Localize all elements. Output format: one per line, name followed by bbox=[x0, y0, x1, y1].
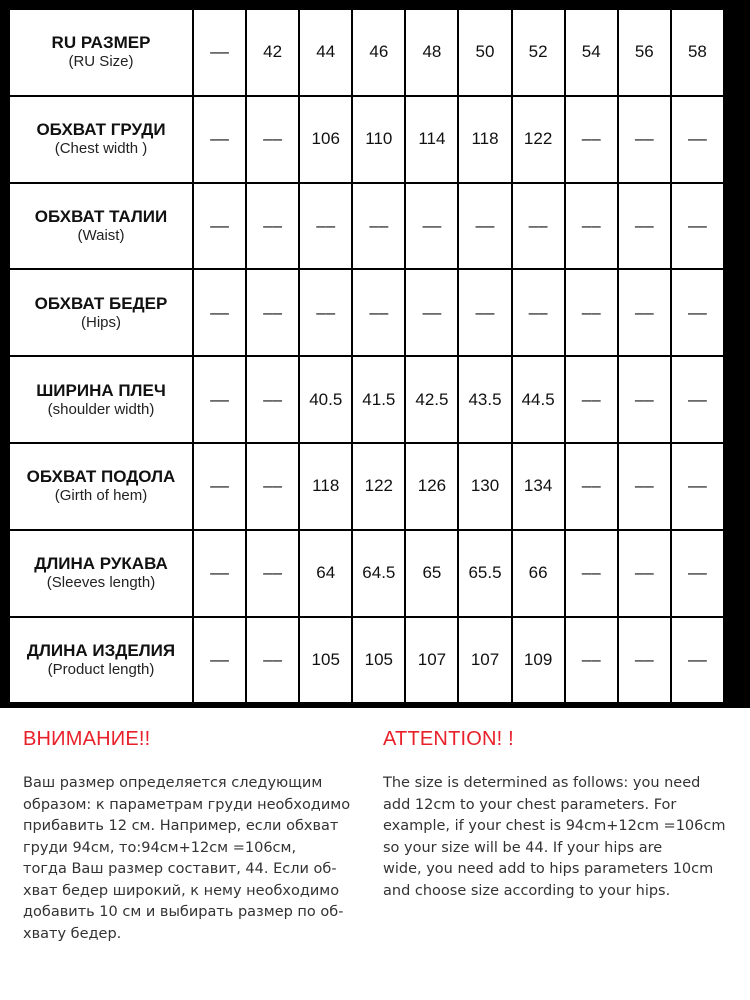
row-header bbox=[9, 269, 193, 356]
table-cell: 64.5 bbox=[352, 530, 405, 617]
row-sublabel: (Product length) bbox=[47, 660, 155, 678]
table-cell: –– bbox=[246, 183, 299, 270]
table-cell: 58 bbox=[671, 9, 724, 96]
table-cell: –– bbox=[193, 356, 246, 443]
table-cell: 65.5 bbox=[458, 530, 511, 617]
table-cell: –– bbox=[618, 530, 671, 617]
table-cell: 56 bbox=[618, 9, 671, 96]
note-line: добавить 10 см и выбирать размер по об- bbox=[23, 904, 344, 920]
table-cell: 105 bbox=[299, 617, 352, 704]
table-cell: –– bbox=[618, 96, 671, 183]
table-row bbox=[9, 9, 724, 96]
size-chart-body bbox=[9, 9, 724, 703]
table-cell: –– bbox=[671, 183, 724, 270]
table-cell: 54 bbox=[565, 9, 618, 96]
table-cell: –– bbox=[671, 530, 724, 617]
table-cell: –– bbox=[618, 183, 671, 270]
row-sublabel: (shoulder width) bbox=[47, 400, 155, 418]
table-cell: 50 bbox=[458, 9, 511, 96]
note-line: example, if your chest is 94cm+12cm =106cm bbox=[383, 818, 726, 834]
table-cell: 46 bbox=[352, 9, 405, 96]
table-row bbox=[9, 356, 724, 443]
table-cell: 109 bbox=[512, 617, 565, 704]
note-line: add 12cm to your chest parameters. For bbox=[383, 796, 677, 813]
note-line: образом: к параметрам груди необходимо bbox=[23, 796, 351, 813]
table-cell: 65 bbox=[405, 530, 458, 617]
table-cell: 43.5 bbox=[458, 356, 511, 443]
table-cell: –– bbox=[565, 96, 618, 183]
table-cell: 105 bbox=[352, 617, 405, 704]
table-cell: 44.5 bbox=[512, 356, 565, 443]
note-line: wide, you need add to hips parameters 10cm bbox=[383, 861, 714, 877]
table-row bbox=[9, 530, 724, 617]
table-cell: 130 bbox=[458, 443, 511, 530]
table-cell: –– bbox=[565, 617, 618, 704]
note-text-en bbox=[383, 773, 733, 902]
table-cell: 134 bbox=[512, 443, 565, 530]
table-cell: 110 bbox=[352, 96, 405, 183]
table-cell: –– bbox=[246, 269, 299, 356]
table-cell: 107 bbox=[405, 617, 458, 704]
note-line: прибавить 12 см. Например, если обхват bbox=[23, 818, 339, 834]
row-sublabel: (Girth of hem) bbox=[54, 487, 148, 505]
table-cell: –– bbox=[405, 183, 458, 270]
row-label: ШИРИНА ПЛЕЧ bbox=[36, 380, 166, 400]
table-cell: 107 bbox=[458, 617, 511, 704]
table-cell: –– bbox=[671, 269, 724, 356]
table-cell: –– bbox=[299, 269, 352, 356]
row-label: ОБХВАТ ПОДОЛА bbox=[26, 467, 176, 487]
table-cell: –– bbox=[565, 356, 618, 443]
note-line: хват бедер широкий, к нему необходимо bbox=[23, 882, 340, 899]
table-cell: –– bbox=[193, 9, 246, 96]
table-cell: –– bbox=[352, 269, 405, 356]
table-cell: –– bbox=[352, 183, 405, 270]
table-row bbox=[9, 443, 724, 530]
note-line: and choose size according to your hips. bbox=[383, 882, 671, 899]
table-cell: 114 bbox=[405, 96, 458, 183]
table-cell: 48 bbox=[405, 9, 458, 96]
table-cell: –– bbox=[618, 269, 671, 356]
row-sublabel: (Hips) bbox=[81, 313, 121, 331]
row-header bbox=[9, 9, 193, 96]
table-cell: –– bbox=[671, 356, 724, 443]
table-cell: –– bbox=[246, 617, 299, 704]
table-cell: –– bbox=[671, 617, 724, 704]
table-cell: 42 bbox=[246, 9, 299, 96]
table-cell: –– bbox=[246, 443, 299, 530]
note-russian bbox=[23, 728, 368, 945]
table-cell: –– bbox=[618, 443, 671, 530]
row-header bbox=[9, 96, 193, 183]
table-cell: 122 bbox=[512, 96, 565, 183]
row-label: ДЛИНА ИЗДЕЛИЯ bbox=[26, 640, 176, 660]
note-line: Ваш размер определяется следующим bbox=[23, 775, 323, 791]
table-row bbox=[9, 269, 724, 356]
table-cell: –– bbox=[193, 530, 246, 617]
table-cell: –– bbox=[246, 356, 299, 443]
row-header bbox=[9, 617, 193, 704]
table-cell: –– bbox=[193, 96, 246, 183]
row-header bbox=[9, 443, 193, 530]
table-cell: –– bbox=[512, 269, 565, 356]
table-cell: –– bbox=[512, 183, 565, 270]
table-cell: 118 bbox=[458, 96, 511, 183]
table-cell: 44 bbox=[299, 9, 352, 96]
note-line: хвату бедер. bbox=[23, 925, 122, 942]
table-row bbox=[9, 96, 724, 183]
note-english bbox=[383, 728, 733, 902]
table-cell: 40.5 bbox=[299, 356, 352, 443]
table-cell: –– bbox=[405, 269, 458, 356]
table-cell: 106 bbox=[299, 96, 352, 183]
note-line: груди 94см, то:94см+12см =106см, bbox=[23, 839, 297, 856]
size-chart-table bbox=[8, 8, 725, 704]
table-cell: –– bbox=[193, 269, 246, 356]
table-cell: –– bbox=[193, 443, 246, 530]
row-header bbox=[9, 530, 193, 617]
table-cell: 41.5 bbox=[352, 356, 405, 443]
note-line: so your size will be 44. If your hips are bbox=[383, 839, 663, 856]
note-line: тогда Ваш размер составит, 44. Если об- bbox=[23, 861, 337, 877]
row-label: ОБХВАТ ГРУДИ bbox=[36, 120, 166, 140]
table-cell: –– bbox=[193, 617, 246, 704]
table-cell: –– bbox=[299, 183, 352, 270]
table-cell: –– bbox=[671, 96, 724, 183]
table-cell: –– bbox=[565, 530, 618, 617]
table-row bbox=[9, 183, 724, 270]
table-cell: 52 bbox=[512, 9, 565, 96]
table-cell: –– bbox=[671, 443, 724, 530]
table-cell: 66 bbox=[512, 530, 565, 617]
row-sublabel: (Waist) bbox=[77, 226, 125, 244]
table-cell: 126 bbox=[405, 443, 458, 530]
table-cell: –– bbox=[193, 183, 246, 270]
table-cell: –– bbox=[618, 617, 671, 704]
row-header bbox=[9, 356, 193, 443]
note-title-ru: ВНИМАНИЕ!! bbox=[23, 728, 151, 750]
table-cell: 122 bbox=[352, 443, 405, 530]
table-cell: –– bbox=[458, 269, 511, 356]
row-label: ДЛИНА РУКАВА bbox=[34, 554, 168, 574]
table-cell: 64 bbox=[299, 530, 352, 617]
note-line: The size is determined as follows: you need bbox=[383, 775, 701, 791]
row-header bbox=[9, 183, 193, 270]
row-sublabel: (RU Size) bbox=[68, 53, 134, 71]
row-label: ОБХВАТ ТАЛИИ bbox=[34, 206, 168, 226]
table-cell: 118 bbox=[299, 443, 352, 530]
row-sublabel: (Chest width ) bbox=[54, 140, 148, 158]
table-cell: –– bbox=[618, 356, 671, 443]
row-label: RU РАЗМЕР bbox=[51, 33, 151, 53]
table-cell: –– bbox=[458, 183, 511, 270]
note-text-ru bbox=[23, 773, 368, 945]
table-row bbox=[9, 617, 724, 704]
notes-section bbox=[0, 708, 750, 1000]
row-sublabel: (Sleeves length) bbox=[46, 574, 156, 592]
table-cell: 42.5 bbox=[405, 356, 458, 443]
table-cell: –– bbox=[565, 183, 618, 270]
table-cell: –– bbox=[565, 443, 618, 530]
table-cell: –– bbox=[246, 530, 299, 617]
note-title-en: ATTENTION! ! bbox=[383, 728, 514, 750]
table-cell: –– bbox=[565, 269, 618, 356]
row-label: ОБХВАТ БЕДЕР bbox=[34, 293, 168, 313]
table-cell: –– bbox=[246, 96, 299, 183]
